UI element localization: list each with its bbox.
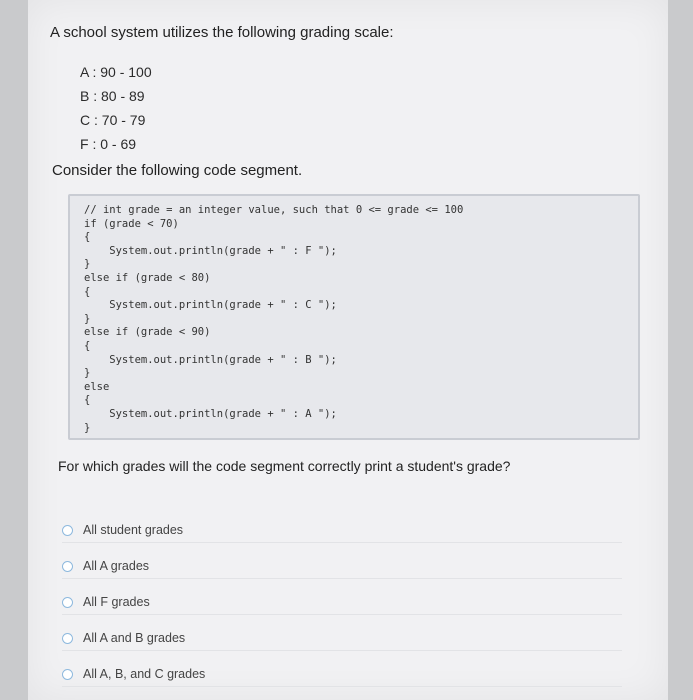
radio-button[interactable] bbox=[62, 669, 73, 680]
grading-scale bbox=[80, 60, 152, 156]
answer-label: All A, B, and C grades bbox=[83, 667, 206, 681]
scale-item-b: B : 80 - 89 bbox=[80, 88, 145, 104]
radio-button[interactable] bbox=[62, 633, 73, 644]
answer-label: All F grades bbox=[83, 595, 150, 609]
scale-item-f: F : 0 - 69 bbox=[80, 136, 137, 152]
consider-text: Consider the following code segment. bbox=[52, 162, 303, 179]
answer-label: All A grades bbox=[83, 559, 150, 573]
radio-button[interactable] bbox=[62, 525, 73, 536]
answer-label: All A and B grades bbox=[83, 631, 186, 645]
question-intro: A school system utilizes the following grading scale: bbox=[50, 24, 394, 41]
answer-option-3[interactable] bbox=[62, 590, 622, 615]
answer-label: All student grades bbox=[83, 523, 184, 537]
answer-option-1[interactable] bbox=[62, 518, 622, 543]
answer-option-5[interactable] bbox=[62, 662, 622, 687]
answer-option-4[interactable] bbox=[62, 626, 622, 651]
radio-button[interactable] bbox=[62, 561, 73, 572]
scale-item-c: C : 70 - 79 bbox=[80, 112, 146, 128]
answer-option-2[interactable] bbox=[62, 554, 622, 579]
code-segment: // int grade = an integer value, such that 0 <= grade <= 100 if (grade < 70) { System.out.println(grade + " : F "); } else if (grade < 80) { System.out.println(grade + " : C "); } else if (grade < 90) { System.out.println(grade + " : B "); } else { System.out.println(grade + " : A "); } bbox=[84, 204, 464, 434]
scale-item-a: A : 90 - 100 bbox=[80, 64, 152, 80]
radio-button[interactable] bbox=[62, 597, 73, 608]
question-prompt: For which grades will the code segment correctly print a student's grade? bbox=[58, 458, 511, 474]
